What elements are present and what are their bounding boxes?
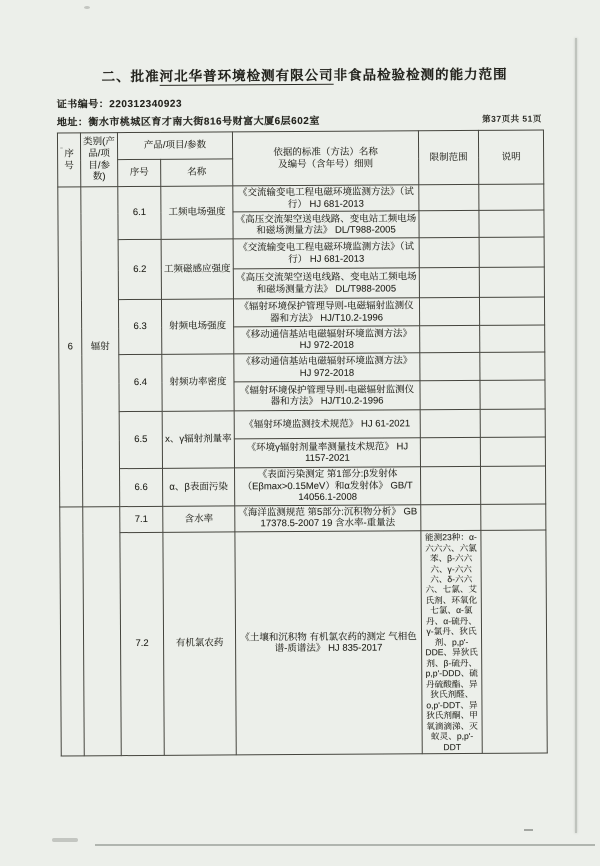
group-no — [60, 507, 85, 756]
address-line — [57, 112, 320, 129]
page-title — [0, 62, 600, 86]
limit-cell — [421, 504, 481, 531]
item-name: 含水率 — [163, 506, 235, 533]
item-name: x、γ辐射剂量率 — [162, 411, 234, 468]
limit-cell — [419, 238, 479, 268]
standard-cell: 《辐射环境监测技术规范》 HJ 61-2021 — [234, 410, 420, 439]
header-category: 类别(产品/项目/参数) — [80, 133, 117, 187]
standard-cell: 《表面污染测定 第1部分:β发射体（Eβmax>0.15MeV）和α发射体》 GB/T 14056.1-2008 — [235, 467, 421, 506]
note-cell — [479, 267, 544, 297]
note-cell — [479, 184, 544, 211]
standard-cell: 《高压交流架空送电线路、变电站工频电场和磁场测量方法》 DL/T988-2005 — [233, 268, 419, 299]
item-name: 射频电场强度 — [161, 299, 233, 354]
standard-cell: 《高压交流架空送电线路、变电站工频电场和磁场测量方法》 DL/T988-2005 — [233, 211, 419, 239]
item-no: 6.5 — [119, 412, 162, 469]
address-value: 衡水市桃城区育才南大街816号财富大厦6层602室 — [88, 115, 320, 129]
header-limit: 限制范围 — [418, 130, 478, 184]
limit-cell — [420, 353, 480, 381]
note-cell — [480, 380, 545, 409]
limit-cell — [419, 298, 479, 326]
limit-cell: 能测23种：α-六六六、六氯苯、β-六六六、γ-六六六、δ-六六六、七氯、艾氏剂、环氧化七氯、α-氯丹、α-硫丹、γ-氯丹、狄氏剂、p,p'-DDE、异狄氏剂、β-硫丹、p,p'-DDD、硫丹硫酸酯、异狄氏剂醛、o,p'-DDT、异狄氏剂酮、甲氧滴滴涕、灭蚁灵、p,p'-DDT — [421, 530, 482, 754]
item-no: 7.2 — [120, 532, 164, 755]
note-cell — [480, 409, 545, 437]
standard-cell: 《土壤和沉积物 有机氯农药的测定 气相色谱-质谱法》 HJ 835-2017 — [235, 531, 422, 755]
item-name: 工频电场强度 — [161, 186, 233, 240]
item-name: α、β表面污染 — [163, 468, 235, 506]
limit-cell — [419, 268, 479, 298]
standard-cell: 《移动通信基站电磁辐射环境监测方法》 HJ 972-2018 — [234, 326, 420, 354]
standard-cell: 《环境γ辐射剂量率测量技术规范》 HJ 1157-2021 — [234, 438, 420, 468]
item-name: 有机氯农药 — [163, 532, 236, 756]
address-label: 地址： — [56, 117, 89, 129]
note-cell — [480, 352, 545, 380]
limit-cell — [420, 467, 480, 505]
item-no: 6.1 — [118, 186, 161, 239]
item-no: 7.1 — [120, 506, 163, 532]
certificate-number-line — [57, 95, 182, 111]
certificate-label: 证书编号： — [56, 99, 110, 111]
standard-cell: 《交流输变电工程电磁环境监测方法》（试行） HJ 681-2013 — [233, 185, 419, 212]
item-name: 射频功率密度 — [162, 354, 234, 411]
limit-cell — [419, 211, 479, 238]
capability-table — [57, 130, 548, 757]
header-note: 说明 — [478, 130, 543, 184]
limit-cell — [419, 184, 479, 211]
note-cell — [479, 210, 544, 237]
item-no: 6.2 — [118, 240, 161, 300]
item-name: 工频磁感应强度 — [161, 239, 233, 299]
page-indicator: 第37页共 51页 — [482, 113, 542, 124]
group-category: 辐射 — [81, 187, 120, 507]
header-sub-name: 名称 — [161, 159, 233, 186]
note-cell — [479, 237, 544, 267]
limit-cell — [420, 438, 480, 467]
title-prefix: 二、批准 — [101, 68, 160, 85]
standard-cell: 《辐射环境保护管理导则-电磁辐射监测仪器和方法》 HJ/T10.2-1996 — [233, 298, 419, 327]
limit-cell — [420, 410, 480, 438]
limit-cell — [420, 381, 480, 410]
group-no: 6 — [58, 187, 83, 507]
certificate-value: 220312340923 — [109, 98, 183, 111]
header-standard: 依据的标准（方法）名称 及编号（含年号）细则 — [232, 131, 418, 186]
item-no: 6.4 — [119, 355, 162, 412]
item-no: 6.3 — [118, 300, 161, 355]
header-product-group: 产品/项目/参数 — [117, 132, 232, 160]
note-cell — [481, 530, 547, 754]
company-name: 河北华普环境检测有限公司 — [159, 67, 334, 84]
header-no: 序号 — [57, 133, 80, 187]
standard-cell: 《交流输变电工程电磁环境监测方法》（试行） HJ 681-2013 — [233, 238, 419, 269]
standard-cell: 《移动通信基站电磁辐射环境监测方法》 HJ 972-2018 — [234, 353, 420, 382]
note-cell — [481, 504, 546, 531]
note-cell — [480, 437, 545, 466]
title-suffix: 非食品检验检测的能力范围 — [333, 66, 508, 83]
note-cell — [480, 325, 545, 352]
limit-cell — [420, 326, 480, 353]
standard-cell: 《海洋监测规范 第5部分:沉积物分析》 GB 17378.5-2007 19 含水率-重量法 — [235, 505, 421, 532]
standard-cell: 《辐射环境保护管理导则-电磁辐射监测仪器和方法》 HJ/T10.2-1996 — [234, 381, 420, 411]
item-no: 6.6 — [120, 469, 163, 507]
note-cell — [479, 297, 544, 325]
header-sub-no: 序号 — [118, 159, 161, 186]
group-category — [83, 506, 122, 756]
note-cell — [480, 466, 545, 504]
